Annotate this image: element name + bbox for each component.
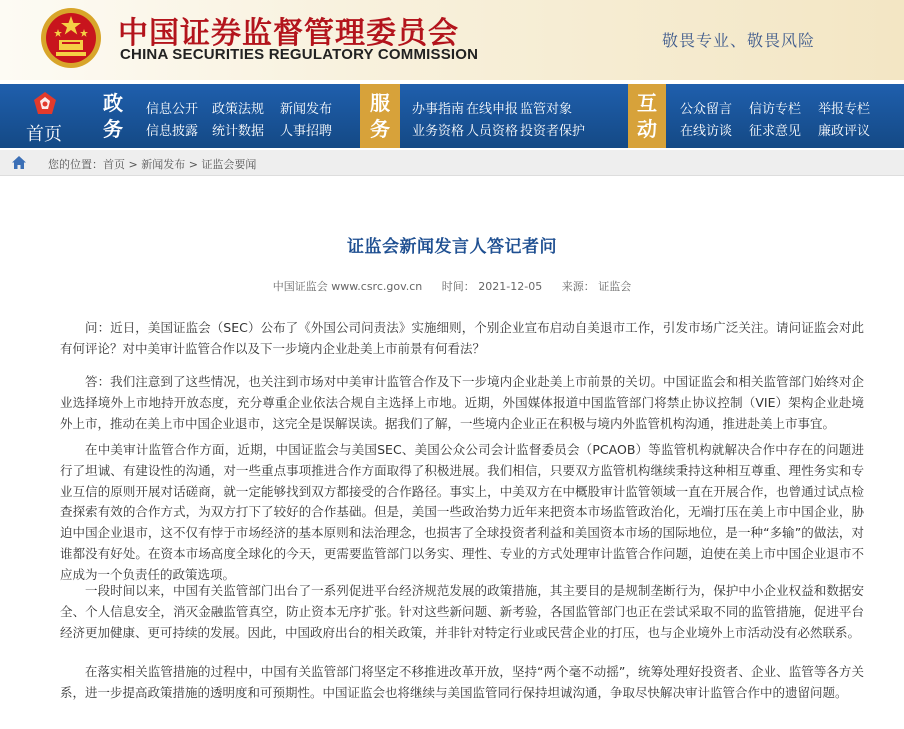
nav-link-renshi-zhaopin[interactable]: 人事招聘 xyxy=(280,124,333,139)
site-header xyxy=(0,0,904,80)
site-slogan: 敬畏专业、敬畏风险 xyxy=(662,31,816,50)
house-icon[interactable] xyxy=(10,154,28,172)
main-nav xyxy=(0,84,904,148)
article-paragraph: 在落实相关监管措施的过程中，中国有关监管部门将坚定不移推进改革开放，坚持“两个毫不动摇”，统筹处理好投资者、企业、监管等各方关系，进一步提高政策措施的透明度和可预期性。中国证监会也将继续与美国监管同行保持坦诚沟通，争取尽快解决审计监管合作中的遗留问题。 xyxy=(60,664,864,700)
nav-link-xinwen-fabu[interactable]: 新闻发布 xyxy=(280,102,333,117)
nav-group-title: 政务 xyxy=(103,91,123,141)
nav-link-touzizhe-baohu[interactable]: 投资者保护 xyxy=(520,124,586,139)
nav-link-zhengqiu-yijian[interactable]: 征求意见 xyxy=(749,124,802,139)
nav-link-gongzhong-liuyan[interactable]: 公众留言 xyxy=(680,102,733,117)
nav-link-lianzheng-pingyi[interactable]: 廉政评议 xyxy=(818,124,871,139)
breadcrumb-link-home[interactable]: 首页 xyxy=(103,158,125,171)
nav-link-jubao-zhuanlan[interactable]: 举报专栏 xyxy=(818,102,871,117)
article-paragraph: 问：近日，美国证监会（SEC）公布了《外国公司问责法》实施细则，个别企业宣布启动自美退市工作，引发市场广泛关注。请问证监会对此有何评论？对中美审计监管合作以及下一步境内企业赴美上市前景有何看法？ xyxy=(60,320,864,356)
article-paragraph: 在中美审计监管合作方面，近期，中国证监会与美国SEC、美国公众公司会计监督委员会（PCAOB）等监管机构就解决合作中存在的问题进行了坦诚、有建设性的沟通，对一些重点事项推进合作方面取得了积极进展。我们相信，只要双方监管机构继续秉持这种相互尊重、理性务实和专业互信的原则开展对话磋商，就一定能够找到双方都接受的合作路径。事实上，中美双方在中概股审计监管领域一直在开展合作，也曾通过试点检查探索有效的合作方式，为双方打下了较好的合作基础。但是，美国一些政治势力近年来把资本市场监管政治化，无端打压在美上市中国企业，胁迫中国企业退市，这不仅有悖于市场经济的基本原则和法治理念，也损害了全球投资者利益和美国资本市场的国际地位，是一种“多输”的做法，对谁都没有好处。在资本市场高度全球化的今天，更需要监管部门以务实、理性、专业的方式处理审计监管合作问题，迫使在美上市中国企业退市不应成为一个负责任的政策选项。 xyxy=(60,442,864,582)
nav-link-xinfang-zhuanlan[interactable]: 信访专栏 xyxy=(749,102,802,117)
article-date: 时间： 2021-12-05 xyxy=(441,280,543,293)
breadcrumb-separator: > xyxy=(185,158,202,171)
site-title-cn: 中国证券监督管理委员会 xyxy=(118,16,459,51)
breadcrumb-prefix: 您的位置： xyxy=(48,158,103,171)
nav-group-zhengwu[interactable] xyxy=(101,90,125,142)
article-title: 证监会新闻发言人答记者问 xyxy=(347,237,557,257)
nav-link-zaixian-fangtan[interactable]: 在线访谈 xyxy=(680,124,733,139)
nav-link-xinxi-gongkai[interactable]: 信息公开 xyxy=(146,102,199,117)
nav-group-hudong[interactable] xyxy=(635,90,659,142)
article-paragraph: 答：我们注意到了这些情况，也关注到市场对中美审计监管合作及下一步境内企业赴美上市前景的关切。中国证监会和相关监管部门始终对企业选择境外上市地持开放态度，充分尊重企业依法合规自主选择上市地。近期，外国媒体报道中国监管部门将禁止协议控制（VIE）架构企业赴境外上市，推动在美上市中国企业退市，这完全是误解误读。据我们了解，一些境内企业正在积极与境内外监管机构沟通，推进赴美上市事宜。 xyxy=(60,374,864,431)
nav-group-title: 互动 xyxy=(637,91,657,141)
home-emblem-icon xyxy=(32,90,58,116)
nav-link-zaixian-shenbao[interactable]: 在线申报 xyxy=(466,102,519,117)
breadcrumb-bar xyxy=(0,150,904,176)
article-origin: 来源： 证监会 xyxy=(561,280,632,293)
nav-link-xinxi-pilu[interactable]: 信息披露 xyxy=(146,124,199,139)
article-source: 中国证监会 www.csrc.gov.cn xyxy=(272,280,423,293)
nav-link-banshi-zhinan[interactable]: 办事指南 xyxy=(412,102,465,117)
nav-link-tongji-shuju[interactable]: 统计数据 xyxy=(212,124,265,139)
nav-group-fuwu[interactable] xyxy=(368,90,392,142)
breadcrumb-link-news[interactable]: 新闻发布 xyxy=(141,158,186,171)
breadcrumb xyxy=(48,156,256,172)
breadcrumb-link-csrc-news[interactable]: 证监会要闻 xyxy=(201,158,257,171)
nav-link-yewu-zige[interactable]: 业务资格 xyxy=(412,124,465,139)
nav-group-title: 服务 xyxy=(370,91,390,141)
national-emblem-icon xyxy=(40,7,102,69)
article-meta xyxy=(0,278,904,294)
home-button[interactable] xyxy=(14,88,74,146)
breadcrumb-separator: > xyxy=(125,158,142,171)
home-label: 首页 xyxy=(26,124,62,145)
nav-link-jianguan-duixiang[interactable]: 监管对象 xyxy=(520,102,573,117)
nav-link-renyuan-zige[interactable]: 人员资格 xyxy=(466,124,519,139)
site-title-en: CHINA SECURITIES REGULATORY COMMISSION xyxy=(120,46,479,63)
nav-link-zhengce-fagui[interactable]: 政策法规 xyxy=(212,102,265,117)
article-paragraph: 一段时间以来，中国有关监管部门出台了一系列促进平台经济规范发展的政策措施，其主要目的是规制垄断行为，保护中小企业权益和数据安全、个人信息安全，消灭金融监管真空，防止资本无序扩张。针对这些新问题、新考验，各国监管部门也正在尝试采取不同的监管措施，促进平台经济更加健康、更可持续的发展。因此，中国政府出台的相关政策，并非针对特定行业或民营企业的打压，也与企业境外上市活动没有必然联系。 xyxy=(60,583,864,640)
